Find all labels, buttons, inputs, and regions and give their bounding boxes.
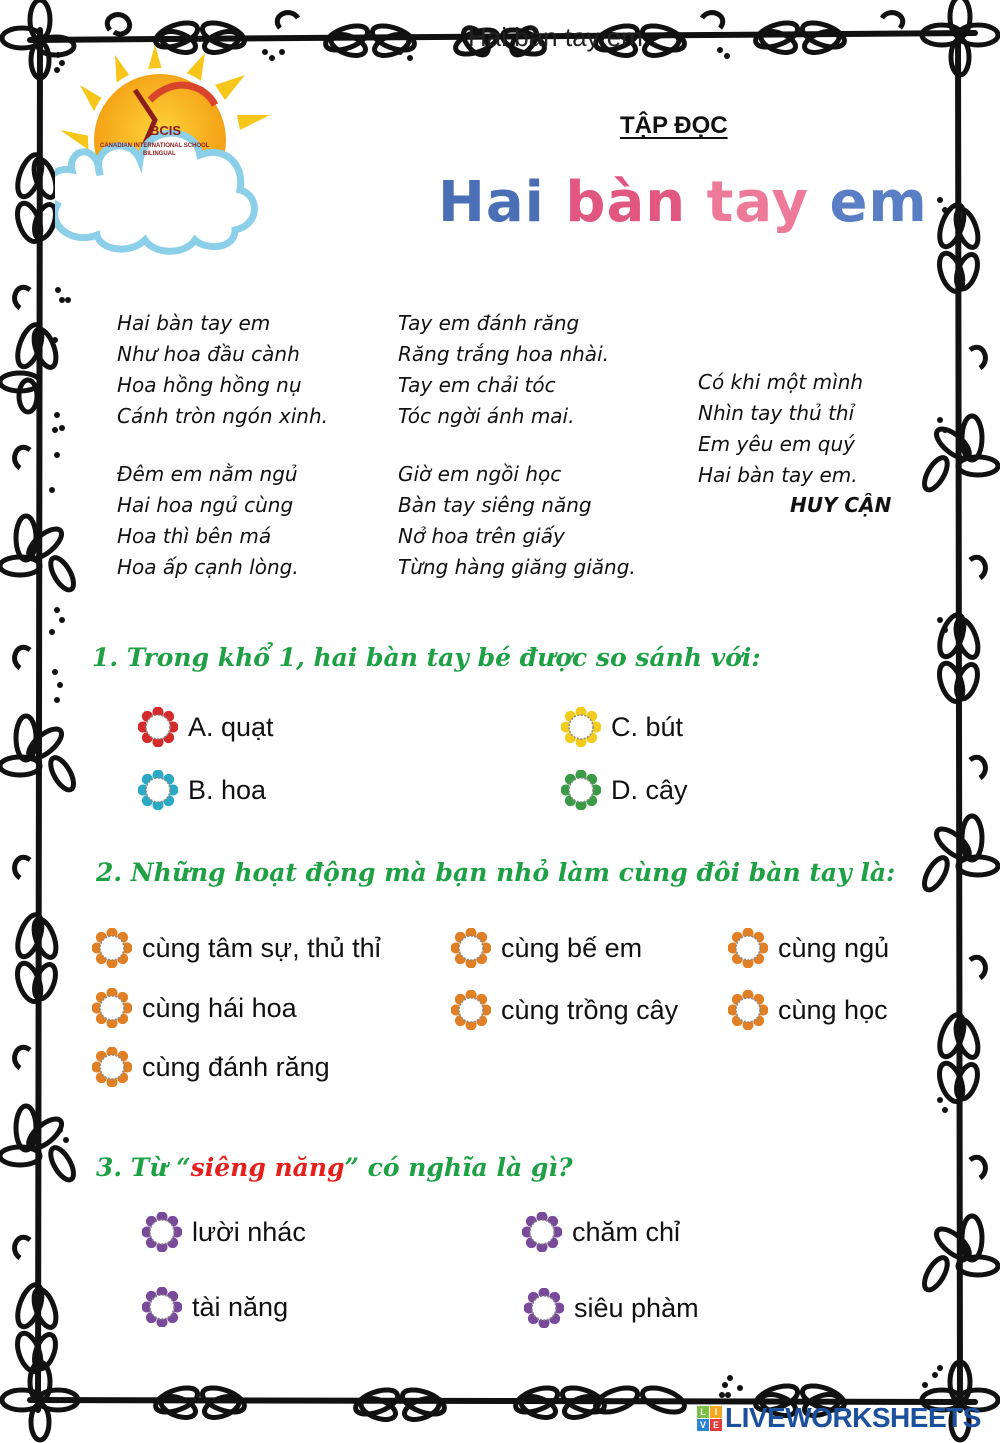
- poem-line: Có khi một mình: [698, 370, 864, 394]
- poem-stanza: [398, 459, 636, 583]
- grid-letter: L: [697, 1406, 709, 1418]
- flower-radio-icon: [142, 1212, 182, 1252]
- poem-line: Hoa thì bên má: [117, 524, 272, 548]
- poem-line: Bàn tay siêng năng: [398, 493, 592, 517]
- q1-option-b[interactable]: [138, 770, 266, 810]
- title-word: Hai: [438, 170, 545, 235]
- option-label: cùng tâm sự, thủ thỉ: [142, 932, 381, 963]
- q1-option-c[interactable]: [561, 707, 683, 747]
- q2-option-6[interactable]: [728, 990, 888, 1030]
- q2-option-2[interactable]: [451, 928, 642, 968]
- option-label: siêu phàm: [574, 1292, 699, 1323]
- q3-option-3[interactable]: [142, 1287, 288, 1327]
- flower-radio-icon: [524, 1288, 564, 1328]
- poem-column-2: [398, 308, 636, 610]
- option-label: cùng bế em: [501, 932, 643, 963]
- poem-line: Cánh tròn ngón xinh.: [117, 404, 329, 428]
- poem-line: Hoa hồng hồng nụ: [117, 373, 302, 397]
- question-1: 1. Trong khổ 1, hai bàn tay bé được so sánh với:: [92, 643, 761, 672]
- poem-column-1: [117, 308, 328, 610]
- q2-option-5[interactable]: [451, 990, 678, 1030]
- question-3-prefix: 3. Từ “: [96, 1153, 191, 1182]
- watermark-title: Hai bàn tay em: [468, 22, 643, 52]
- flower-radio-icon: [138, 770, 178, 810]
- logo-line2: BILINGUAL: [143, 151, 176, 157]
- question-2: 2. Những hoạt động mà bạn nhỏ làm cùng đôi bàn tay là:: [96, 858, 896, 887]
- option-label: cùng trồng cây: [501, 994, 679, 1025]
- q2-option-1[interactable]: [92, 928, 381, 968]
- option-label: chăm chỉ: [572, 1216, 681, 1247]
- poem-line: Hai bàn tay em: [117, 311, 271, 335]
- option-label: D. cây: [611, 774, 688, 805]
- poem-line: Tay em đánh răng: [398, 311, 580, 335]
- poem-line: Hai hoa ngủ cùng: [117, 493, 294, 517]
- title-word: bàn: [565, 170, 687, 235]
- brand-text: LIVEWORKSHEETS: [725, 1402, 981, 1433]
- sun-cloud-icon: [55, 45, 375, 255]
- poem-line: Nhìn tay thủ thỉ: [698, 401, 855, 425]
- option-label: cùng học: [778, 994, 888, 1025]
- liveworksheets-logo[interactable]: [697, 1402, 981, 1434]
- poem-line: Đêm em nằm ngủ: [117, 462, 298, 486]
- question-3: [96, 1153, 573, 1182]
- flower-checkbox-icon: [728, 928, 768, 968]
- option-label: tài năng: [192, 1291, 289, 1322]
- flower-checkbox-icon: [92, 928, 132, 968]
- flower-radio-icon: [142, 1287, 182, 1327]
- poem-author: HUY CẬN: [790, 493, 892, 517]
- poem-stanza: [698, 367, 863, 491]
- school-logo: [55, 45, 375, 255]
- poem-line: Giờ em ngồi học: [398, 462, 562, 486]
- poem-stanza: [398, 308, 636, 432]
- flower-checkbox-icon: [451, 928, 491, 968]
- poem-line: Tóc ngời ánh mai.: [398, 404, 575, 428]
- flower-checkbox-icon: [92, 988, 132, 1028]
- poem-line: Từng hàng giăng giăng.: [398, 555, 636, 579]
- option-label: cùng ngủ: [778, 932, 890, 963]
- option-label: cùng hái hoa: [142, 992, 297, 1023]
- option-label: B. hoa: [188, 774, 267, 805]
- poem-line: Như hoa đầu cành: [117, 342, 300, 366]
- question-3-suffix: ” có nghĩa là gì?: [344, 1153, 573, 1182]
- q2-option-7[interactable]: [92, 1047, 330, 1087]
- title-word: em: [829, 170, 928, 235]
- q3-option-2[interactable]: [522, 1212, 680, 1252]
- poem-line: Tay em chải tóc: [398, 373, 556, 397]
- title-word: tay: [706, 170, 809, 235]
- flower-radio-icon: [561, 707, 601, 747]
- flower-checkbox-icon: [728, 990, 768, 1030]
- q1-option-d[interactable]: [561, 770, 688, 810]
- poem-line: Răng trắng hoa nhài.: [398, 342, 609, 366]
- option-label: lười nhác: [192, 1216, 306, 1247]
- poem-line: Hai bàn tay em.: [698, 463, 858, 487]
- poem-stanza: [117, 459, 328, 583]
- option-label: A. quạt: [188, 711, 274, 742]
- flower-checkbox-icon: [92, 1047, 132, 1087]
- page-title: [438, 170, 928, 235]
- option-label: cùng đánh răng: [142, 1051, 330, 1082]
- grid-letter: V: [697, 1419, 709, 1431]
- logo-line1: CANADIAN INTERNATIONAL SCHOOL: [100, 143, 210, 149]
- flower-radio-icon: [522, 1212, 562, 1252]
- q2-option-3[interactable]: [728, 928, 889, 968]
- q3-option-4[interactable]: [524, 1288, 699, 1328]
- flower-checkbox-icon: [451, 990, 491, 1030]
- poem-line: Nở hoa trên giấy: [398, 524, 565, 548]
- poem-line: Em yêu em quý: [698, 432, 856, 456]
- question-3-highlight: siêng năng: [190, 1153, 345, 1182]
- grid-letter: I: [710, 1406, 722, 1418]
- live-grid-icon: [697, 1406, 722, 1431]
- q2-option-4[interactable]: [92, 988, 297, 1028]
- logo-abbr: BCIS: [150, 123, 182, 138]
- poem-stanza: [117, 308, 328, 432]
- option-label: C. bút: [611, 711, 684, 742]
- poem-line: Hoa ấp cạnh lòng.: [117, 555, 299, 579]
- flower-radio-icon: [561, 770, 601, 810]
- grid-letter: E: [710, 1419, 722, 1431]
- q1-option-a[interactable]: [138, 707, 274, 747]
- q3-option-1[interactable]: [142, 1212, 306, 1252]
- subject-heading: TẬP ĐỌC: [620, 112, 728, 139]
- flower-radio-icon: [138, 707, 178, 747]
